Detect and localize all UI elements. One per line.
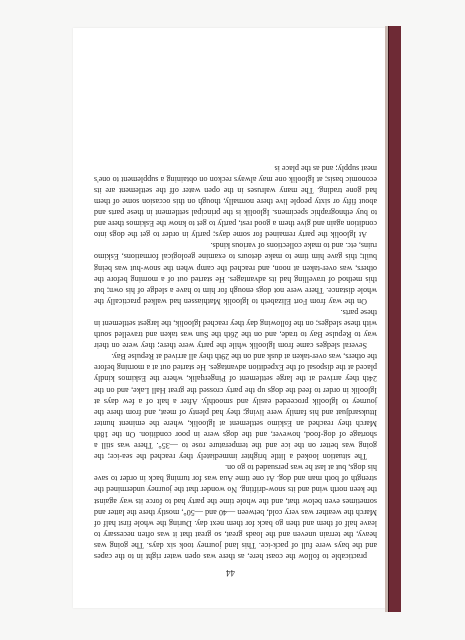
paragraph-3: Several sledges came from Igloolik while the party were there; they were on their way to Repulse Bay to trade, and on the 26th the Sun was taken and travelled south with these sledges; on the following day they reached Igloolik, the largest settlement in these parts. (94, 307, 377, 351)
book-cover-edge (388, 26, 401, 612)
paragraph-1: practicable to follow the coast here, as there was open water right in to the capes and the bays were full of pack-ice. This land journey took six days. The going was heavy, the terrain uneven and the loads great, so great that it was often necessary to leave half of them and then go back for them next day. During the whole first half of March the weather was very cold, between —40 and —50°, mostly there the latter and sometimes even below that, and the whole time the party had to force its way against the keen north wind and its snow-drifting. No wonder that the journey undermined the strength of both man and dog. At one time Aua was for turning back in order to save his dogs, but at last he was persuaded to go on. (94, 463, 377, 561)
body-text-rotated (94, 82, 377, 562)
paragraph-5: At Igloolik the party remained for some days; partly in order to get the dogs into condition again and give them a good rest, partly to get to know the Eskimos there and to buy ethnographic specimens. Igloolik is the principal settlement in these parts and about fifty or sixty people live there normally, though on this occasion some of them had gone trading. The many walruses in the open water off the settlement are its economic basis; at Igloolik one may always reckon on obtaining a supplement to one's meat supply; and as the place is (94, 163, 377, 240)
paragraph-4: On the way from Fort Elizabeth to Igloolik Mathiassen had walked practically the whole distance. There were not dogs enough for him to have a sledge of his own; but this method of travelling had its advantages. He started out of a morning before the others, was over-taken at noon, and reached the camp when the snow-hut was being built; this gave him time to make detours to examine geological formations, Eskimo ruins, etc. and to make collections of various kinds. (94, 241, 377, 306)
page-number: 44 (226, 568, 235, 578)
paragraph-2: The situation looked a little brighter immediately they reached the sea-ice; the going was better on the ice and the temperature rose to —35°. There was still a shortage of dog-food, however, and the dogs were in poor condition. On the 18th March they reached an Eskimo settlement at Igloolik, where the eminent hunter Ittuksardjuat and his family were living; they had plenty of meat, and from there the journey to Igloolik proceeded easily and smoothly. After a halt of a few days at Igloolik in order to feed the dogs up the party crossed the great Hall Lake, and on the 24th they arrived at the large settlement of Pingerqalik, where the Eskimos kindly placed at the disposal of the Expedition advantages. He started out at a morning before the others, was over-taken at dusk and on the 29th they all arrived at Repulse Bay. (94, 352, 377, 462)
